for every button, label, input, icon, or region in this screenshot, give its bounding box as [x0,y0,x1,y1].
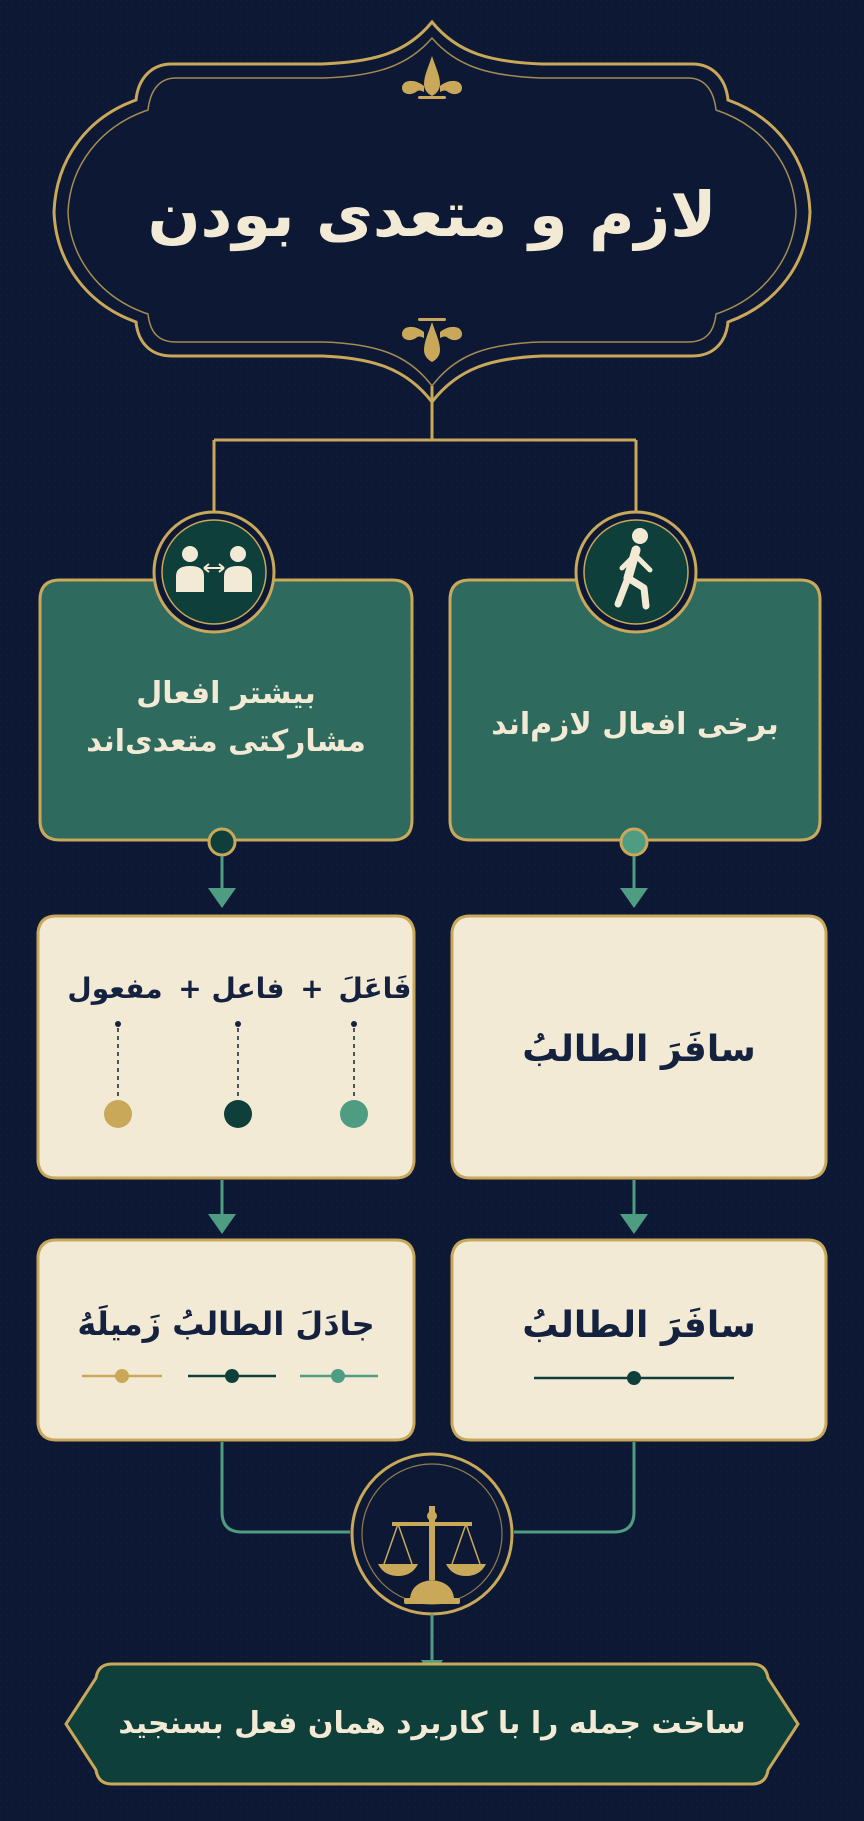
page-title: لازم و متعدی بودن [147,178,717,252]
left-example-panel [38,916,414,1178]
pattern-object: مفعول [67,972,163,1005]
left-result-underlines [82,1369,378,1383]
left-heading-line1: بیشتر افعال [136,676,316,711]
left-heading-line2: مشارکتی متعدی‌اند [86,724,366,759]
pattern-verb: فَاعَلَ [338,972,412,1005]
right-example: سافَرَ الطالبُ [522,1028,756,1070]
left-result: جادَلَ الطالبُ زَمیلَهُ [77,1304,375,1343]
pattern-formula [48,972,412,1022]
subject-marker [224,1100,252,1128]
footer-text: ساخت جمله را با کاربرد همان فعل بسنجید [118,1706,746,1742]
right-result: سافَرَ الطالبُ [522,1304,756,1346]
left-icon-badge [154,512,274,632]
left-heading [52,670,400,794]
pattern-subject: فاعل [211,972,285,1005]
right-heading: برخی افعال لازم‌اند [491,707,779,743]
object-marker [104,1100,132,1128]
pattern-plus-2: + [178,972,202,1005]
pattern-plus-1: + [300,972,324,1005]
fa3ala-marker [340,1100,368,1128]
